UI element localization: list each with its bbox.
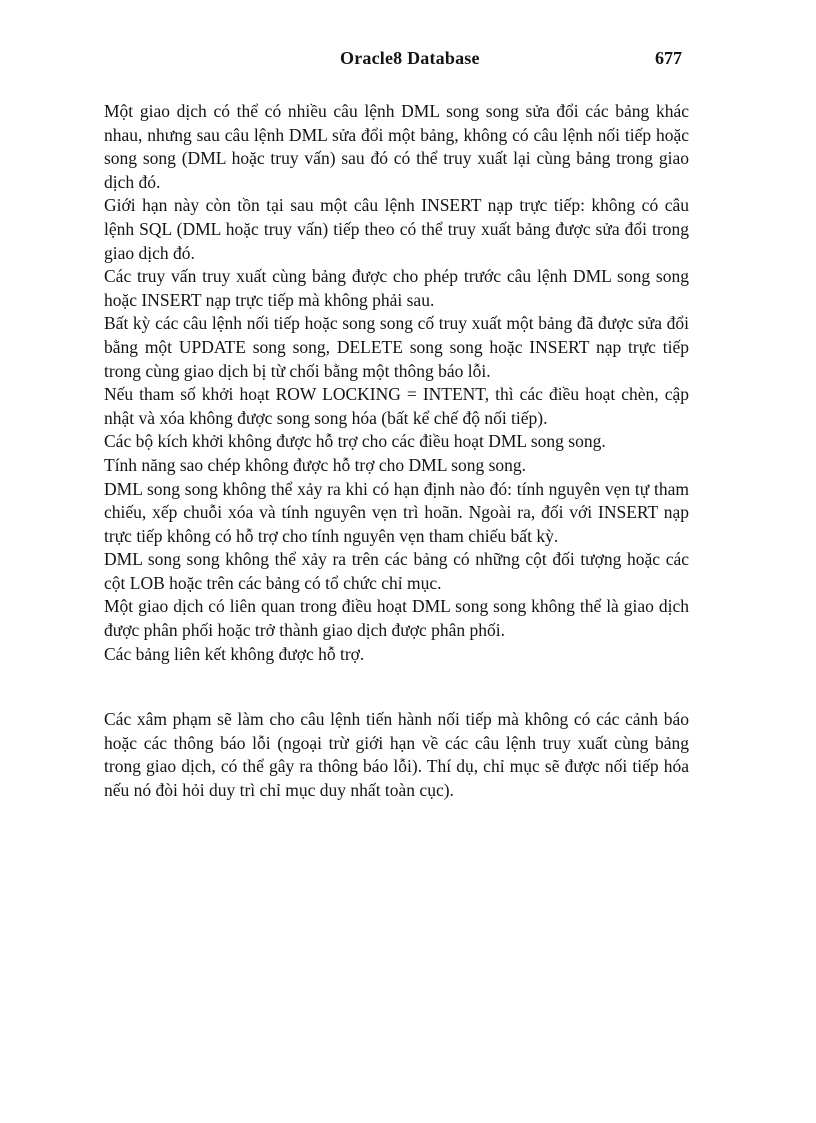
closing-paragraph: Các xâm phạm sẽ làm cho câu lệnh tiến hành nối tiếp mà không có các cảnh báo hoặc các thông báo lỗi (ngoại trừ giới hạn về các câu lệnh truy xuất cùng bảng trong giao dịch, có thể gây ra thông báo lỗi). Thí dụ, chỉ mục sẽ được nối tiếp hóa nếu nó đòi hỏi duy trì chỉ mục duy nhất toàn cục). [104, 709, 689, 801]
restriction-paragraph: Một giao dịch có liên quan trong điều hoạt DML song song không thể là giao dịch được phân phối hoặc trở thành giao dịch được phân phối. [104, 596, 689, 641]
restriction-paragraph: Các truy vấn truy xuất cùng bảng được cho phép trước câu lệnh DML song song hoặc INSERT nạp trực tiếp mà không phải sau. [104, 266, 689, 310]
restriction-paragraph: Các bộ kích khởi không được hỗ trợ cho các điều hoạt DML song song. [104, 431, 606, 452]
running-header [0, 48, 816, 76]
restriction-paragraph: Giới hạn này còn tồn tại sau một câu lệnh INSERT nạp trực tiếp: không có câu lệnh SQL (DML hoặc truy vấn) tiếp theo có thể truy xuất bảng được sửa đổi trong giao dịch đó. [104, 195, 689, 263]
restriction-paragraph: Các bảng liên kết không được hỗ trợ. [104, 643, 365, 664]
paragraph-gap [104, 666, 689, 708]
restriction-paragraph: DML song song không thể xảy ra trên các bảng có những cột đối tượng hoặc các cột LOB hoặc trên các bảng có tổ chức chỉ mục. [104, 549, 689, 593]
body-text [104, 100, 689, 803]
restriction-paragraph: Tính năng sao chép không được hỗ trợ cho DML song song. [104, 454, 527, 475]
restriction-paragraph: Nếu tham số khởi hoạt ROW LOCKING = INTENT, thì các điều hoạt chèn, cập nhật và xóa không được song song hóa (bất kể chế độ nối tiếp). [104, 384, 689, 428]
page-number: 677 [655, 48, 682, 68]
restriction-paragraph: DML song song không thể xảy ra khi có hạn định nào đó: tính nguyên vẹn tự tham chiếu, xếp chuỗi xóa và tính nguyên vẹn trì hoãn. Ngoài ra, đối với INSERT nạp trực tiếp không có hỗ trợ cho tính nguyên vẹn tham chiếu bất kỳ. [104, 478, 689, 546]
restriction-paragraph: Một giao dịch có thể có nhiều câu lệnh DML song song sửa đổi các bảng khác nhau, nhưng sau câu lệnh DML sửa đổi một bảng, không có câu lệnh nối tiếp hoặc song song (DML hoặc truy vấn) sau đó có thể truy xuất lại cùng bảng trong giao dịch đó. [104, 101, 689, 192]
restriction-paragraph: Bất kỳ các câu lệnh nối tiếp hoặc song song cố truy xuất một bảng đã được sửa đổi bằng một UPDATE song song, DELETE song song hoặc INSERT nạp trực tiếp trong cùng giao dịch bị từ chối bằng một thông báo lỗi. [104, 313, 689, 381]
running-title: Oracle8 Database [340, 48, 480, 68]
